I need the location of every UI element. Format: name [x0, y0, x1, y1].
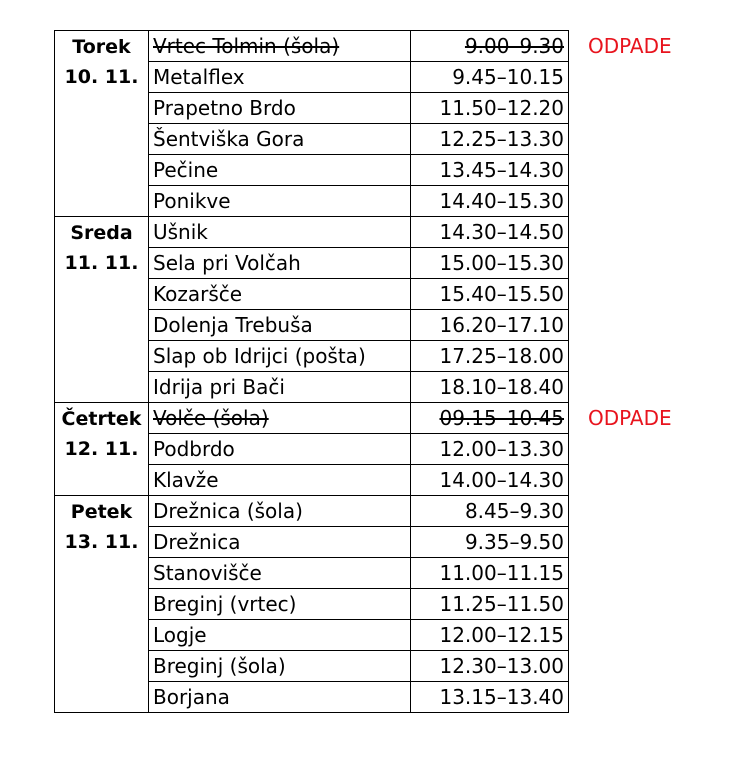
day-name: Četrtek	[61, 408, 142, 430]
location-cell	[149, 62, 411, 93]
time-cell	[411, 527, 569, 558]
location-cell	[149, 558, 411, 589]
time-cell	[411, 589, 569, 620]
time-range: 11.25–11.50	[439, 592, 564, 616]
location-cell	[149, 155, 411, 186]
schedule-row	[55, 496, 569, 527]
schedule-table	[54, 30, 569, 713]
day-name: Sreda	[70, 222, 133, 244]
location-cell	[149, 186, 411, 217]
time-cell	[411, 248, 569, 279]
time-range: 15.00–15.30	[439, 251, 564, 275]
time-range: 14.30–14.50	[439, 220, 564, 244]
location-name: Ponikve	[153, 189, 231, 213]
time-cell	[411, 310, 569, 341]
location-cell	[149, 310, 411, 341]
time-cell	[411, 186, 569, 217]
time-range: 14.00–14.30	[439, 468, 564, 492]
time-range: 9.00–9.30	[464, 34, 564, 58]
location-name: Drežnica (šola)	[153, 499, 303, 523]
location-cell	[149, 620, 411, 651]
location-name: Podbrdo	[153, 437, 235, 461]
time-range: 18.10–18.40	[439, 375, 564, 399]
location-cell	[149, 434, 411, 465]
time-range: 17.25–18.00	[439, 344, 564, 368]
location-name: Idrija pri Bači	[153, 375, 285, 399]
location-name: Dolenja Trebuša	[153, 313, 313, 337]
location-name: Vrtec Tolmin (šola)	[153, 34, 340, 58]
day-name: Petek	[70, 501, 133, 523]
day-cell	[55, 403, 149, 496]
time-cell	[411, 651, 569, 682]
location-cell	[149, 651, 411, 682]
time-cell	[411, 372, 569, 403]
time-cell	[411, 31, 569, 62]
location-name: Volče (šola)	[153, 406, 269, 430]
time-range: 13.15–13.40	[439, 685, 564, 709]
time-range: 14.40–15.30	[439, 189, 564, 213]
time-range: 15.40–15.50	[439, 282, 564, 306]
time-range: 12.30–13.00	[439, 654, 564, 678]
location-cell	[149, 124, 411, 155]
time-range: 13.45–14.30	[439, 158, 564, 182]
time-cell	[411, 496, 569, 527]
location-cell	[149, 682, 411, 713]
day-date: 12. 11.	[64, 438, 139, 460]
location-name: Kozaršče	[153, 282, 243, 306]
cancelled-note: ODPADE	[588, 34, 672, 58]
schedule-body	[55, 31, 569, 713]
time-cell	[411, 62, 569, 93]
day-date: 11. 11.	[64, 252, 139, 274]
location-cell	[149, 341, 411, 372]
time-range: 12.25–13.30	[439, 127, 564, 151]
day-date: 13. 11.	[64, 531, 139, 553]
time-cell	[411, 155, 569, 186]
location-name: Ušnik	[153, 220, 208, 244]
location-name: Borjana	[153, 685, 230, 709]
time-cell	[411, 434, 569, 465]
time-cell	[411, 93, 569, 124]
schedule-row	[55, 403, 569, 434]
location-cell	[149, 465, 411, 496]
time-cell	[411, 558, 569, 589]
location-name: Šentviška Gora	[153, 127, 305, 151]
cancelled-note: ODPADE	[588, 406, 672, 430]
time-cell	[411, 403, 569, 434]
time-range: 16.20–17.10	[439, 313, 564, 337]
time-range: 12.00–12.15	[439, 623, 564, 647]
location-cell	[149, 279, 411, 310]
location-cell	[149, 589, 411, 620]
location-name: Stanovišče	[153, 561, 262, 585]
time-range: 11.00–11.15	[439, 561, 564, 585]
location-cell	[149, 93, 411, 124]
day-name: Torek	[72, 36, 131, 58]
time-range: 8.45–9.30	[464, 499, 564, 523]
day-cell	[55, 496, 149, 713]
time-cell	[411, 279, 569, 310]
location-cell	[149, 248, 411, 279]
location-cell	[149, 496, 411, 527]
time-cell	[411, 341, 569, 372]
time-cell	[411, 682, 569, 713]
time-cell	[411, 620, 569, 651]
location-name: Pečine	[153, 158, 219, 182]
time-cell	[411, 124, 569, 155]
location-cell	[149, 372, 411, 403]
location-name: Sela pri Volčah	[153, 251, 301, 275]
time-range: 09.15–10.45	[439, 406, 564, 430]
location-name: Klavže	[153, 468, 219, 492]
time-range: 9.35–9.50	[464, 530, 564, 554]
location-name: Logje	[153, 623, 207, 647]
location-cell	[149, 403, 411, 434]
day-date: 10. 11.	[64, 66, 139, 88]
day-cell	[55, 217, 149, 403]
location-name: Breginj (šola)	[153, 654, 286, 678]
time-cell	[411, 465, 569, 496]
location-cell	[149, 217, 411, 248]
time-range: 12.00–13.30	[439, 437, 564, 461]
time-range: 11.50–12.20	[439, 96, 564, 120]
location-name: Breginj (vrtec)	[153, 592, 297, 616]
time-cell	[411, 217, 569, 248]
location-name: Drežnica	[153, 530, 241, 554]
day-cell	[55, 31, 149, 217]
schedule-row	[55, 217, 569, 248]
location-name: Slap ob Idrijci (pošta)	[153, 344, 366, 368]
location-name: Prapetno Brdo	[153, 96, 296, 120]
time-range: 9.45–10.15	[452, 65, 564, 89]
location-cell	[149, 31, 411, 62]
location-name: Metalflex	[153, 65, 245, 89]
schedule-row	[55, 31, 569, 62]
location-cell	[149, 527, 411, 558]
